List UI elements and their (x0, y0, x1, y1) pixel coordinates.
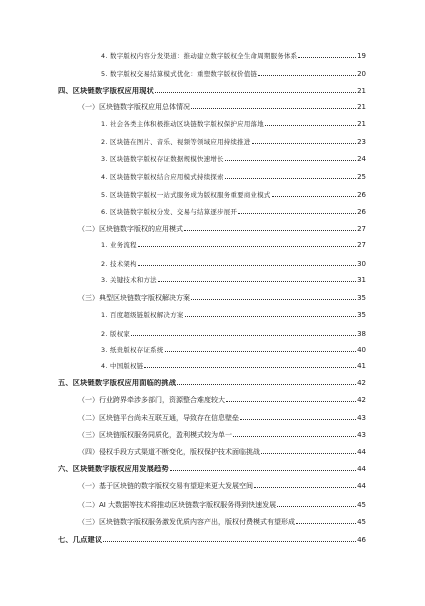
dot-leader (298, 57, 356, 58)
dot-leader (225, 160, 356, 161)
dot-leader (296, 523, 356, 524)
toc-entry-title: 六、区块链数字版权应用发展趋势 (58, 465, 169, 473)
toc-entry-title: （四）侵权手段方式渠道不断变化，版权保护技术面临挑战 (78, 448, 260, 456)
dot-leader (233, 436, 356, 437)
toc-entry[interactable] (58, 375, 366, 387)
toc-entry[interactable] (101, 48, 366, 60)
toc-entry-page-number: 44 (357, 482, 366, 490)
dot-leader (265, 125, 356, 126)
toc-entry-title: 2. 区块链在图片、音乐、视频等领域应用持续推进 (101, 138, 251, 146)
toc-entry-title: 3. 纸贵版权存证系统 (101, 346, 164, 354)
toc-entry-page-number: 24 (357, 155, 366, 163)
toc-entry-page-number: 40 (357, 346, 366, 354)
toc-entry-page-number: 19 (357, 52, 366, 60)
toc-entry-page-number: 20 (357, 70, 366, 78)
dot-leader (131, 335, 356, 336)
toc-entry-page-number: 27 (357, 225, 366, 233)
dot-leader (184, 230, 356, 231)
toc-entry-title: 4. 数字版权内容分发渠道：推动建立数字版权全生命周期服务体系 (101, 52, 298, 60)
toc-entry-title: （一）基于区块链的数字版权交易有望迎来更大发展空间 (78, 482, 253, 490)
toc-entry[interactable] (58, 83, 366, 95)
toc-entry-page-number: 46 (357, 536, 366, 544)
dot-leader (155, 92, 356, 93)
dot-leader (277, 506, 356, 507)
dot-leader (138, 265, 356, 266)
toc-entry-title: 2. 技术架构 (101, 260, 137, 268)
toc-entry[interactable] (78, 478, 366, 490)
toc-entry-title: 1. 业务流程 (101, 241, 137, 249)
toc-entry-title: 1. 百度超级链版权解决方案 (101, 311, 184, 319)
dot-leader (225, 178, 356, 179)
dot-leader (170, 470, 356, 471)
toc-entry-title: 五、区块链数字版权应用面临的挑战 (58, 379, 177, 387)
toc-entry-title: 1. 社会各类主体积极推动区块链数字版权保护应用落地 (101, 120, 264, 128)
toc-entry-page-number: 43 (357, 431, 366, 439)
toc-entry-page-number: 38 (357, 330, 366, 338)
toc-entry-title: （二）区块链数字版权的应用模式 (78, 225, 183, 233)
toc-entry[interactable] (101, 66, 366, 78)
toc-entry[interactable] (101, 326, 366, 338)
toc-entry[interactable] (58, 532, 366, 544)
dot-leader (191, 108, 356, 109)
toc-entry[interactable] (78, 427, 366, 439)
toc-entry[interactable] (78, 290, 366, 302)
toc-entry-page-number: 42 (357, 379, 366, 387)
toc-entry[interactable] (101, 204, 366, 216)
dot-leader (254, 487, 356, 488)
toc-entry[interactable] (78, 514, 366, 526)
toc-entry-title: 3. 区块链数字版权存证数据规模快速增长 (101, 155, 224, 163)
dot-leader (177, 384, 356, 385)
toc-entry-title: （二）区块链平台尚未互联互通，导致存在信息壁垒 (78, 414, 239, 422)
toc-entry-page-number: 35 (357, 311, 366, 319)
toc-entry-title: 四、区块链数字版权应用现状 (58, 87, 155, 95)
dot-leader (261, 453, 356, 454)
toc-entry-page-number: 30 (357, 260, 366, 268)
toc-entry[interactable] (101, 134, 366, 146)
toc-entry-page-number: 45 (357, 501, 366, 509)
toc-entry-page-number: 44 (357, 448, 366, 456)
toc-entry[interactable] (101, 256, 366, 268)
toc-entry[interactable] (78, 221, 366, 233)
toc-entry-title: 5. 数字版权交易结算模式优化：重塑数字版权价值链 (101, 70, 258, 78)
toc-entry-title: 6. 区块链数字版权分发、交易与结算逐步展开 (101, 208, 238, 216)
toc-entry[interactable] (101, 342, 366, 354)
toc-entry-title: 5. 区块链数字版权一站式服务成为版权服务重要商业模式 (101, 191, 271, 199)
toc-entry-title: 4. 区块链数字版权结合应用模式持续探索 (101, 173, 224, 181)
toc-entry-page-number: 41 (357, 362, 366, 370)
dot-leader (272, 196, 356, 197)
toc-entry-title: 3. 关键技术和方法 (101, 276, 157, 284)
toc-entry-title: （三）典型区块链数字版权解决方案 (78, 294, 190, 302)
toc-entry[interactable] (101, 307, 366, 319)
dot-leader (191, 299, 356, 300)
toc-entry-title: 七、几点建议 (58, 536, 103, 544)
toc-entry-page-number: 42 (357, 396, 366, 404)
dot-leader (258, 75, 356, 76)
toc-entry-page-number: 35 (357, 294, 366, 302)
toc-entry-page-number: 21 (357, 103, 366, 111)
toc-entry-page-number: 43 (357, 414, 366, 422)
toc-entry[interactable] (101, 169, 366, 181)
dot-leader (138, 246, 356, 247)
toc-entry-page-number: 21 (357, 120, 366, 128)
toc-entry-page-number: 26 (357, 191, 366, 199)
toc-entry[interactable] (58, 461, 366, 473)
dot-leader (158, 281, 356, 282)
toc-entry[interactable] (78, 392, 366, 404)
toc-entry[interactable] (78, 497, 366, 509)
dot-leader (238, 213, 356, 214)
toc-entry-title: （一）行业跨界牵涉多部门，资源整合难度较大 (78, 396, 225, 404)
toc-entry[interactable] (101, 151, 366, 163)
dot-leader (226, 401, 356, 402)
toc-entry[interactable] (78, 410, 366, 422)
toc-entry[interactable] (101, 237, 366, 249)
toc-entry[interactable] (101, 272, 366, 284)
dot-leader (144, 367, 356, 368)
toc-entry-page-number: 26 (357, 208, 366, 216)
toc-entry-title: （三）区块链数字版权服务激发优质内容产出，版权付费模式有望形成 (78, 518, 295, 526)
toc-entry-page-number: 27 (357, 241, 366, 249)
toc-entry-title: 2. 版权家 (101, 330, 131, 338)
toc-entry-page-number: 23 (357, 138, 366, 146)
toc-entry-title: （一）区块链数字版权应用总体情况 (78, 103, 190, 111)
dot-leader (103, 541, 356, 542)
toc-entry-title: （三）区块链版权服务同质化，盈利模式较为单一 (78, 431, 232, 439)
toc-entry[interactable] (78, 99, 366, 111)
toc-entry-page-number: 31 (357, 276, 366, 284)
toc-entry-title: （二）AI 大数据等技术将推动区块链数字版权服务得到快速发展 (78, 501, 277, 509)
toc-entry-title: 4. 中国版权链 (101, 362, 144, 370)
toc-entry-page-number: 44 (357, 465, 366, 473)
toc-entry[interactable] (101, 187, 366, 199)
dot-leader (165, 351, 357, 352)
dot-leader (252, 143, 357, 144)
toc-entry-page-number: 21 (357, 87, 366, 95)
dot-leader (240, 419, 356, 420)
dot-leader (185, 316, 356, 317)
toc-entry-page-number: 25 (357, 173, 366, 181)
toc-entry[interactable] (101, 116, 366, 128)
toc-entry-page-number: 45 (357, 518, 366, 526)
toc-entry[interactable] (78, 444, 366, 456)
toc-entry[interactable] (101, 358, 366, 370)
